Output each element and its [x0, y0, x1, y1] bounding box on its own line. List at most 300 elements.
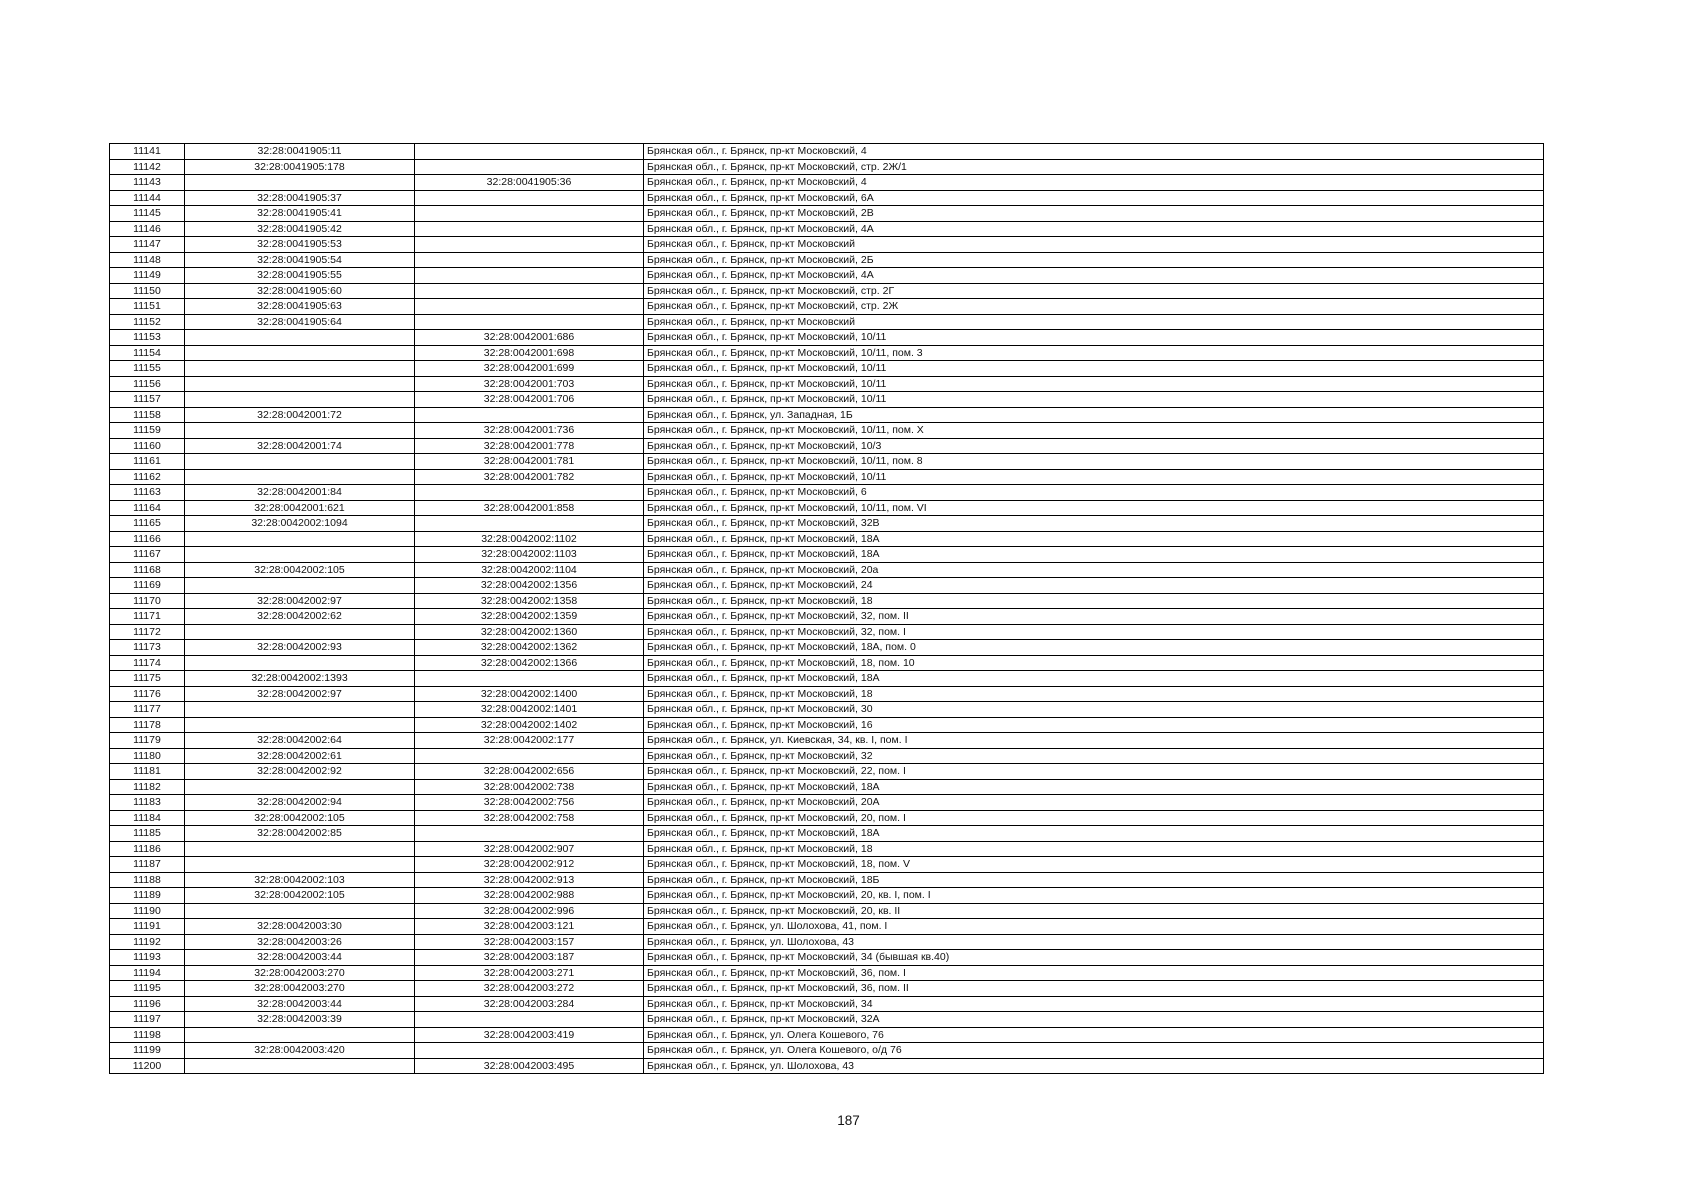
cadastral-number-cell: 32:28:0042002:64 — [185, 733, 415, 749]
cadastral-number-cell — [185, 1058, 415, 1074]
address-cell: Брянская обл., г. Брянск, пр-кт Московский, 18Б — [644, 872, 1544, 888]
row-number-cell: 11154 — [110, 345, 185, 361]
address-cell: Брянская обл., г. Брянск, пр-кт Московский, 10/11 — [644, 330, 1544, 346]
table-row — [110, 516, 1544, 532]
table-row — [110, 1012, 1544, 1028]
table-row — [110, 423, 1544, 439]
table-row — [110, 1043, 1544, 1059]
table-row — [110, 733, 1544, 749]
row-number-cell: 11164 — [110, 500, 185, 516]
table-row — [110, 237, 1544, 253]
cadastral-number-cell — [185, 841, 415, 857]
row-number-cell: 11143 — [110, 175, 185, 191]
cadastral-number-cell: 32:28:0042002:85 — [185, 826, 415, 842]
row-number-cell: 11191 — [110, 919, 185, 935]
table-row — [110, 702, 1544, 718]
related-cadastral-number-cell: 32:28:0042002:1104 — [415, 562, 644, 578]
address-cell: Брянская обл., г. Брянск, пр-кт Московский, 18А — [644, 547, 1544, 563]
cadastral-number-cell: 32:28:0042002:1393 — [185, 671, 415, 687]
table-row — [110, 531, 1544, 547]
table-row — [110, 547, 1544, 563]
table-row — [110, 407, 1544, 423]
related-cadastral-number-cell — [415, 206, 644, 222]
table-row — [110, 934, 1544, 950]
address-cell: Брянская обл., г. Брянск, ул. Олега Кошевого, 76 — [644, 1027, 1544, 1043]
row-number-cell: 11165 — [110, 516, 185, 532]
related-cadastral-number-cell: 32:28:0042003:271 — [415, 965, 644, 981]
related-cadastral-number-cell: 32:28:0042002:1103 — [415, 547, 644, 563]
related-cadastral-number-cell: 32:28:0042002:1358 — [415, 593, 644, 609]
row-number-cell: 11162 — [110, 469, 185, 485]
cadastral-number-cell: 32:28:0042002:97 — [185, 593, 415, 609]
row-number-cell: 11145 — [110, 206, 185, 222]
table-row — [110, 624, 1544, 640]
cadastral-number-cell: 32:28:0041905:37 — [185, 190, 415, 206]
related-cadastral-number-cell — [415, 407, 644, 423]
cadastral-number-cell — [185, 624, 415, 640]
address-cell: Брянская обл., г. Брянск, пр-кт Московский, 20, пом. I — [644, 810, 1544, 826]
cadastral-number-cell: 32:28:0041905:11 — [185, 144, 415, 160]
related-cadastral-number-cell: 32:28:0042002:1359 — [415, 609, 644, 625]
cadastral-number-cell: 32:28:0041905:63 — [185, 299, 415, 315]
table-body — [110, 144, 1544, 1074]
related-cadastral-number-cell: 32:28:0042002:1401 — [415, 702, 644, 718]
cadastral-number-cell: 32:28:0042002:105 — [185, 810, 415, 826]
row-number-cell: 11194 — [110, 965, 185, 981]
related-cadastral-number-cell — [415, 268, 644, 284]
cadastral-number-cell — [185, 578, 415, 594]
row-number-cell: 11157 — [110, 392, 185, 408]
address-cell: Брянская обл., г. Брянск, ул. Олега Кошевого, о/д 76 — [644, 1043, 1544, 1059]
related-cadastral-number-cell: 32:28:0042002:988 — [415, 888, 644, 904]
cadastral-number-cell — [185, 469, 415, 485]
row-number-cell: 11149 — [110, 268, 185, 284]
related-cadastral-number-cell: 32:28:0042001:736 — [415, 423, 644, 439]
cadastral-number-cell — [185, 903, 415, 919]
cadastral-number-cell: 32:28:0041905:41 — [185, 206, 415, 222]
table-row — [110, 252, 1544, 268]
table-row — [110, 376, 1544, 392]
related-cadastral-number-cell: 32:28:0042001:781 — [415, 454, 644, 470]
table-row — [110, 888, 1544, 904]
table-row — [110, 221, 1544, 237]
row-number-cell: 11192 — [110, 934, 185, 950]
address-cell: Брянская обл., г. Брянск, пр-кт Московский, 6 — [644, 485, 1544, 501]
cadastral-number-cell: 32:28:0042001:74 — [185, 438, 415, 454]
address-cell: Брянская обл., г. Брянск, пр-кт Московский, 18 — [644, 593, 1544, 609]
cadastral-number-cell: 32:28:0041905:53 — [185, 237, 415, 253]
row-number-cell: 11171 — [110, 609, 185, 625]
address-cell: Брянская обл., г. Брянск, пр-кт Московский, 16 — [644, 717, 1544, 733]
related-cadastral-number-cell — [415, 485, 644, 501]
row-number-cell: 11181 — [110, 764, 185, 780]
cadastral-number-cell: 32:28:0042001:72 — [185, 407, 415, 423]
row-number-cell: 11182 — [110, 779, 185, 795]
address-cell: Брянская обл., г. Брянск, пр-кт Московский, 24 — [644, 578, 1544, 594]
address-cell: Брянская обл., г. Брянск, пр-кт Московский, 4 — [644, 144, 1544, 160]
cadastral-number-cell: 32:28:0042002:97 — [185, 686, 415, 702]
cadastral-number-cell: 32:28:0041905:55 — [185, 268, 415, 284]
related-cadastral-number-cell — [415, 826, 644, 842]
row-number-cell: 11177 — [110, 702, 185, 718]
address-cell: Брянская обл., г. Брянск, пр-кт Московский, 20А — [644, 795, 1544, 811]
address-cell: Брянская обл., г. Брянск, пр-кт Московский, 30 — [644, 702, 1544, 718]
row-number-cell: 11160 — [110, 438, 185, 454]
related-cadastral-number-cell: 32:28:0042002:1102 — [415, 531, 644, 547]
cadastral-number-cell — [185, 1027, 415, 1043]
table-row — [110, 175, 1544, 191]
related-cadastral-number-cell — [415, 516, 644, 532]
address-cell: Брянская обл., г. Брянск, ул. Киевская, 34, кв. I, пом. I — [644, 733, 1544, 749]
address-cell: Брянская обл., г. Брянск, пр-кт Московский, 32 — [644, 748, 1544, 764]
table-row — [110, 950, 1544, 966]
address-cell: Брянская обл., г. Брянск, пр-кт Московский, 10/11 — [644, 392, 1544, 408]
row-number-cell: 11141 — [110, 144, 185, 160]
cadastral-number-cell: 32:28:0041905:60 — [185, 283, 415, 299]
row-number-cell: 11193 — [110, 950, 185, 966]
row-number-cell: 11190 — [110, 903, 185, 919]
row-number-cell: 11153 — [110, 330, 185, 346]
related-cadastral-number-cell: 32:28:0042002:1356 — [415, 578, 644, 594]
address-cell: Брянская обл., г. Брянск, пр-кт Московский — [644, 237, 1544, 253]
table-row — [110, 345, 1544, 361]
row-number-cell: 11179 — [110, 733, 185, 749]
cadastral-number-cell: 32:28:0042002:61 — [185, 748, 415, 764]
table-row — [110, 159, 1544, 175]
related-cadastral-number-cell: 32:28:0042002:177 — [415, 733, 644, 749]
related-cadastral-number-cell: 32:28:0042002:1402 — [415, 717, 644, 733]
related-cadastral-number-cell: 32:28:0042002:912 — [415, 857, 644, 873]
cadastral-number-cell — [185, 345, 415, 361]
row-number-cell: 11197 — [110, 1012, 185, 1028]
cadastral-table — [109, 143, 1544, 1074]
address-cell: Брянская обл., г. Брянск, пр-кт Московский, 4А — [644, 268, 1544, 284]
related-cadastral-number-cell — [415, 144, 644, 160]
row-number-cell: 11185 — [110, 826, 185, 842]
address-cell: Брянская обл., г. Брянск, пр-кт Московский, 4А — [644, 221, 1544, 237]
cadastral-number-cell: 32:28:0041905:42 — [185, 221, 415, 237]
row-number-cell: 11146 — [110, 221, 185, 237]
cadastral-number-cell: 32:28:0042002:62 — [185, 609, 415, 625]
table-row — [110, 392, 1544, 408]
related-cadastral-number-cell: 32:28:0042002:996 — [415, 903, 644, 919]
address-cell: Брянская обл., г. Брянск, пр-кт Московский, 10/11, пом. VI — [644, 500, 1544, 516]
row-number-cell: 11166 — [110, 531, 185, 547]
table-row — [110, 1058, 1544, 1074]
related-cadastral-number-cell — [415, 237, 644, 253]
address-cell: Брянская обл., г. Брянск, пр-кт Московский, 4 — [644, 175, 1544, 191]
table-row — [110, 268, 1544, 284]
related-cadastral-number-cell: 32:28:0042002:1360 — [415, 624, 644, 640]
related-cadastral-number-cell — [415, 314, 644, 330]
table-row — [110, 919, 1544, 935]
row-number-cell: 11172 — [110, 624, 185, 640]
cadastral-number-cell: 32:28:0042003:44 — [185, 996, 415, 1012]
row-number-cell: 11161 — [110, 454, 185, 470]
address-cell: Брянская обл., г. Брянск, пр-кт Московский, 32, пом. II — [644, 609, 1544, 625]
table-row — [110, 562, 1544, 578]
row-number-cell: 11178 — [110, 717, 185, 733]
address-cell: Брянская обл., г. Брянск, ул. Западная, 1Б — [644, 407, 1544, 423]
table-row — [110, 748, 1544, 764]
cadastral-number-cell: 32:28:0042001:84 — [185, 485, 415, 501]
cadastral-number-cell: 32:28:0042001:621 — [185, 500, 415, 516]
related-cadastral-number-cell: 32:28:0042002:913 — [415, 872, 644, 888]
cadastral-number-cell: 32:28:0041905:54 — [185, 252, 415, 268]
address-cell: Брянская обл., г. Брянск, пр-кт Московский, 18, пом. 10 — [644, 655, 1544, 671]
row-number-cell: 11170 — [110, 593, 185, 609]
related-cadastral-number-cell: 32:28:0042003:121 — [415, 919, 644, 935]
related-cadastral-number-cell — [415, 1043, 644, 1059]
related-cadastral-number-cell: 32:28:0042003:419 — [415, 1027, 644, 1043]
address-cell: Брянская обл., г. Брянск, пр-кт Московский, 18А — [644, 779, 1544, 795]
table-row — [110, 841, 1544, 857]
address-cell: Брянская обл., г. Брянск, пр-кт Московский, 10/11 — [644, 361, 1544, 377]
table-row — [110, 454, 1544, 470]
related-cadastral-number-cell: 32:28:0042003:157 — [415, 934, 644, 950]
address-cell: Брянская обл., г. Брянск, пр-кт Московский, 36, пом. II — [644, 981, 1544, 997]
address-cell: Брянская обл., г. Брянск, пр-кт Московский, 36, пом. I — [644, 965, 1544, 981]
cadastral-number-cell: 32:28:0042003:420 — [185, 1043, 415, 1059]
row-number-cell: 11196 — [110, 996, 185, 1012]
row-number-cell: 11158 — [110, 407, 185, 423]
cadastral-number-cell — [185, 531, 415, 547]
row-number-cell: 11142 — [110, 159, 185, 175]
row-number-cell: 11195 — [110, 981, 185, 997]
address-cell: Брянская обл., г. Брянск, ул. Шолохова, 41, пом. I — [644, 919, 1544, 935]
address-cell: Брянская обл., г. Брянск, пр-кт Московский, 22, пом. I — [644, 764, 1544, 780]
table-row — [110, 981, 1544, 997]
table-row — [110, 872, 1544, 888]
cadastral-number-cell — [185, 702, 415, 718]
address-cell: Брянская обл., г. Брянск, пр-кт Московский, 32В — [644, 516, 1544, 532]
row-number-cell: 11189 — [110, 888, 185, 904]
address-cell: Брянская обл., г. Брянск, пр-кт Московский, 18А — [644, 826, 1544, 842]
table-row — [110, 795, 1544, 811]
cadastral-number-cell — [185, 361, 415, 377]
address-cell: Брянская обл., г. Брянск, пр-кт Московский, 34 — [644, 996, 1544, 1012]
row-number-cell: 11183 — [110, 795, 185, 811]
related-cadastral-number-cell — [415, 1012, 644, 1028]
address-cell: Брянская обл., г. Брянск, ул. Шолохова, 43 — [644, 1058, 1544, 1074]
table-row — [110, 655, 1544, 671]
table-row — [110, 609, 1544, 625]
row-number-cell: 11155 — [110, 361, 185, 377]
cadastral-number-cell: 32:28:0042002:92 — [185, 764, 415, 780]
table-row — [110, 206, 1544, 222]
cadastral-number-cell: 32:28:0041905:178 — [185, 159, 415, 175]
related-cadastral-number-cell: 32:28:0042001:686 — [415, 330, 644, 346]
row-number-cell: 11150 — [110, 283, 185, 299]
row-number-cell: 11156 — [110, 376, 185, 392]
row-number-cell: 11151 — [110, 299, 185, 315]
table-row — [110, 965, 1544, 981]
related-cadastral-number-cell — [415, 159, 644, 175]
related-cadastral-number-cell: 32:28:0042001:858 — [415, 500, 644, 516]
row-number-cell: 11163 — [110, 485, 185, 501]
cadastral-number-cell: 32:28:0042002:1094 — [185, 516, 415, 532]
related-cadastral-number-cell: 32:28:0042001:703 — [415, 376, 644, 392]
row-number-cell: 11168 — [110, 562, 185, 578]
table-row — [110, 438, 1544, 454]
address-cell: Брянская обл., г. Брянск, ул. Шолохова, 43 — [644, 934, 1544, 950]
related-cadastral-number-cell: 32:28:0041905:36 — [415, 175, 644, 191]
address-cell: Брянская обл., г. Брянск, пр-кт Московский, 18 — [644, 841, 1544, 857]
related-cadastral-number-cell — [415, 748, 644, 764]
related-cadastral-number-cell: 32:28:0042001:698 — [415, 345, 644, 361]
row-number-cell: 11188 — [110, 872, 185, 888]
address-cell: Брянская обл., г. Брянск, пр-кт Московский, 6А — [644, 190, 1544, 206]
table-row — [110, 144, 1544, 160]
address-cell: Брянская обл., г. Брянск, пр-кт Московский, 20, кв. II — [644, 903, 1544, 919]
table-row — [110, 314, 1544, 330]
cadastral-number-cell: 32:28:0041905:64 — [185, 314, 415, 330]
address-cell: Брянская обл., г. Брянск, пр-кт Московский, 10/11, пом. 8 — [644, 454, 1544, 470]
address-cell: Брянская обл., г. Брянск, пр-кт Московский — [644, 314, 1544, 330]
table-row — [110, 764, 1544, 780]
related-cadastral-number-cell: 32:28:0042002:758 — [415, 810, 644, 826]
row-number-cell: 11186 — [110, 841, 185, 857]
related-cadastral-number-cell: 32:28:0042001:699 — [415, 361, 644, 377]
cadastral-number-cell: 32:28:0042002:105 — [185, 888, 415, 904]
address-cell: Брянская обл., г. Брянск, пр-кт Московский, 32А — [644, 1012, 1544, 1028]
table-row — [110, 190, 1544, 206]
row-number-cell: 11148 — [110, 252, 185, 268]
cadastral-number-cell: 32:28:0042003:270 — [185, 965, 415, 981]
related-cadastral-number-cell — [415, 221, 644, 237]
related-cadastral-number-cell: 32:28:0042002:738 — [415, 779, 644, 795]
row-number-cell: 11144 — [110, 190, 185, 206]
table-row — [110, 485, 1544, 501]
row-number-cell: 11169 — [110, 578, 185, 594]
cadastral-number-cell: 32:28:0042003:270 — [185, 981, 415, 997]
address-cell: Брянская обл., г. Брянск, пр-кт Московский, 20а — [644, 562, 1544, 578]
related-cadastral-number-cell: 32:28:0042002:756 — [415, 795, 644, 811]
address-cell: Брянская обл., г. Брянск, пр-кт Московский, 34 (бывшая кв.40) — [644, 950, 1544, 966]
address-cell: Брянская обл., г. Брянск, пр-кт Московский, 10/11 — [644, 376, 1544, 392]
table-row — [110, 330, 1544, 346]
address-cell: Брянская обл., г. Брянск, пр-кт Московский, 10/11 — [644, 469, 1544, 485]
address-cell: Брянская обл., г. Брянск, пр-кт Московский, 18А, пом. 0 — [644, 640, 1544, 656]
related-cadastral-number-cell: 32:28:0042003:187 — [415, 950, 644, 966]
related-cadastral-number-cell — [415, 283, 644, 299]
related-cadastral-number-cell — [415, 252, 644, 268]
address-cell: Брянская обл., г. Брянск, пр-кт Московский, 10/11, пом. Х — [644, 423, 1544, 439]
row-number-cell: 11200 — [110, 1058, 185, 1074]
table-row — [110, 686, 1544, 702]
table-row — [110, 578, 1544, 594]
row-number-cell: 11173 — [110, 640, 185, 656]
row-number-cell: 11187 — [110, 857, 185, 873]
row-number-cell: 11175 — [110, 671, 185, 687]
row-number-cell: 11174 — [110, 655, 185, 671]
table-row — [110, 283, 1544, 299]
related-cadastral-number-cell: 32:28:0042002:1366 — [415, 655, 644, 671]
cadastral-number-cell — [185, 857, 415, 873]
related-cadastral-number-cell — [415, 671, 644, 687]
cadastral-number-cell — [185, 175, 415, 191]
cadastral-number-cell: 32:28:0042002:93 — [185, 640, 415, 656]
address-cell: Брянская обл., г. Брянск, пр-кт Московский, 18, пом. V — [644, 857, 1544, 873]
table-row — [110, 996, 1544, 1012]
row-number-cell: 11147 — [110, 237, 185, 253]
table-row — [110, 500, 1544, 516]
cadastral-number-cell: 32:28:0042003:26 — [185, 934, 415, 950]
table-row — [110, 299, 1544, 315]
table-row — [110, 857, 1544, 873]
row-number-cell: 11176 — [110, 686, 185, 702]
address-cell: Брянская обл., г. Брянск, пр-кт Московский, 10/11, пом. 3 — [644, 345, 1544, 361]
table-row — [110, 1027, 1544, 1043]
table-row — [110, 826, 1544, 842]
table-row — [110, 361, 1544, 377]
related-cadastral-number-cell: 32:28:0042002:907 — [415, 841, 644, 857]
table-row — [110, 903, 1544, 919]
address-cell: Брянская обл., г. Брянск, пр-кт Московский, 18А — [644, 671, 1544, 687]
table-row — [110, 810, 1544, 826]
row-number-cell: 11199 — [110, 1043, 185, 1059]
table-row — [110, 717, 1544, 733]
related-cadastral-number-cell: 32:28:0042002:656 — [415, 764, 644, 780]
row-number-cell: 11184 — [110, 810, 185, 826]
related-cadastral-number-cell: 32:28:0042001:706 — [415, 392, 644, 408]
row-number-cell: 11167 — [110, 547, 185, 563]
related-cadastral-number-cell: 32:28:0042002:1400 — [415, 686, 644, 702]
table-row — [110, 593, 1544, 609]
address-cell: Брянская обл., г. Брянск, пр-кт Московский, 32, пом. I — [644, 624, 1544, 640]
table-row — [110, 779, 1544, 795]
cadastral-number-cell: 32:28:0042002:94 — [185, 795, 415, 811]
cadastral-number-cell — [185, 779, 415, 795]
related-cadastral-number-cell: 32:28:0042001:782 — [415, 469, 644, 485]
related-cadastral-number-cell — [415, 190, 644, 206]
table-row — [110, 640, 1544, 656]
cadastral-number-cell — [185, 376, 415, 392]
address-cell: Брянская обл., г. Брянск, пр-кт Московский, 20, кв. I, пом. I — [644, 888, 1544, 904]
related-cadastral-number-cell — [415, 299, 644, 315]
address-cell: Брянская обл., г. Брянск, пр-кт Московский, 2Б — [644, 252, 1544, 268]
cadastral-number-cell — [185, 392, 415, 408]
cadastral-number-cell — [185, 547, 415, 563]
related-cadastral-number-cell: 32:28:0042003:495 — [415, 1058, 644, 1074]
related-cadastral-number-cell: 32:28:0042003:284 — [415, 996, 644, 1012]
page-number: 187 — [837, 1113, 860, 1128]
table-row — [110, 671, 1544, 687]
address-cell: Брянская обл., г. Брянск, пр-кт Московский, стр. 2Г — [644, 283, 1544, 299]
address-cell: Брянская обл., г. Брянск, пр-кт Московский, 2В — [644, 206, 1544, 222]
cadastral-number-cell: 32:28:0042002:105 — [185, 562, 415, 578]
row-number-cell: 11152 — [110, 314, 185, 330]
related-cadastral-number-cell: 32:28:0042002:1362 — [415, 640, 644, 656]
cadastral-number-cell: 32:28:0042003:30 — [185, 919, 415, 935]
cadastral-number-cell — [185, 655, 415, 671]
related-cadastral-number-cell: 32:28:0042003:272 — [415, 981, 644, 997]
row-number-cell: 11198 — [110, 1027, 185, 1043]
address-cell: Брянская обл., г. Брянск, пр-кт Московский, 18А — [644, 531, 1544, 547]
cadastral-number-cell: 32:28:0042003:44 — [185, 950, 415, 966]
cadastral-number-cell — [185, 717, 415, 733]
address-cell: Брянская обл., г. Брянск, пр-кт Московский, 18 — [644, 686, 1544, 702]
row-number-cell: 11180 — [110, 748, 185, 764]
cadastral-number-cell: 32:28:0042003:39 — [185, 1012, 415, 1028]
address-cell: Брянская обл., г. Брянск, пр-кт Московский, стр. 2Ж — [644, 299, 1544, 315]
row-number-cell: 11159 — [110, 423, 185, 439]
related-cadastral-number-cell: 32:28:0042001:778 — [415, 438, 644, 454]
cadastral-number-cell — [185, 454, 415, 470]
cadastral-number-cell: 32:28:0042002:103 — [185, 872, 415, 888]
cadastral-number-cell — [185, 330, 415, 346]
table-row — [110, 469, 1544, 485]
